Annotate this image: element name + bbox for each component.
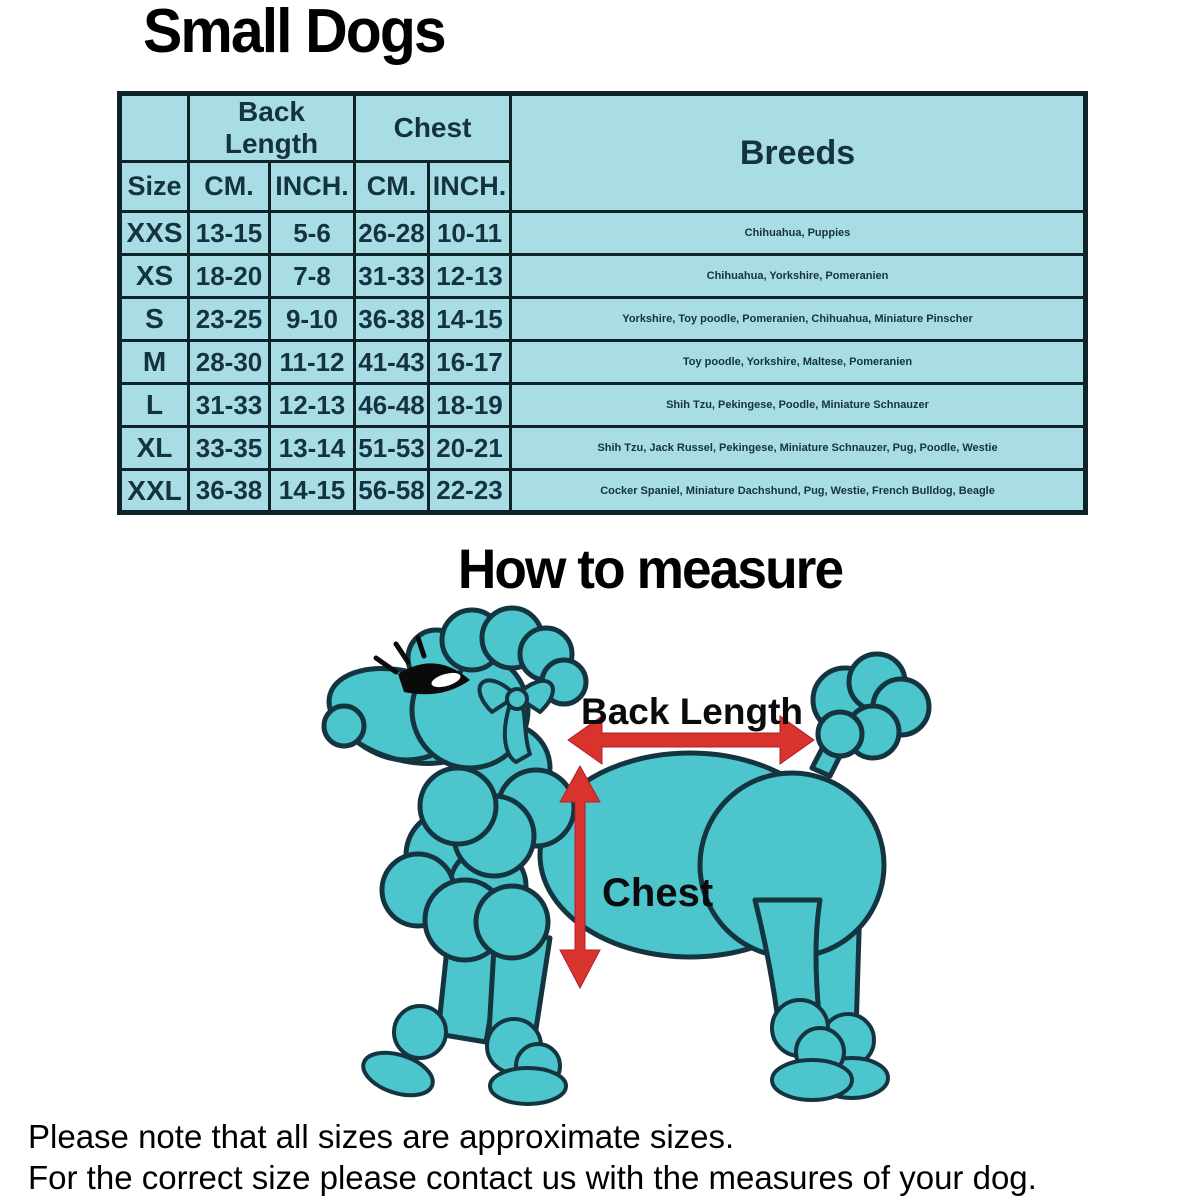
chest-cm-cell: 46-48 — [355, 384, 429, 427]
back-inch-cell: 9-10 — [270, 298, 355, 341]
size-cell: XXS — [120, 212, 189, 255]
table-row — [120, 341, 1086, 384]
chest-cm-cell: 56-58 — [355, 470, 429, 513]
size-cell: S — [120, 298, 189, 341]
note-line-1: Please note that all sizes are approximate sizes. — [28, 1118, 735, 1155]
back-length-group-header: Back Length — [189, 94, 355, 162]
page-title: Small Dogs — [143, 0, 445, 66]
back-cm-cell: 13-15 — [189, 212, 270, 255]
table-row — [120, 427, 1086, 470]
chest-inch-cell: 12-13 — [429, 255, 511, 298]
size-cell: L — [120, 384, 189, 427]
back-inch-cell: 13-14 — [270, 427, 355, 470]
back-length-label: Back Length — [580, 691, 804, 732]
chest-cm-cell: 26-28 — [355, 212, 429, 255]
chest-group-header: Chest — [355, 94, 511, 162]
chest-cm-column-header: CM. — [355, 162, 429, 212]
back-inch-cell: 5-6 — [270, 212, 355, 255]
back-cm-cell: 31-33 — [189, 384, 270, 427]
note-line-2: For the correct size please contact us with the measures of your dog. — [28, 1159, 1037, 1196]
poodle-nose — [324, 706, 364, 746]
back-inch-cell: 7-8 — [270, 255, 355, 298]
table-row — [120, 384, 1086, 427]
back-cm-column-header: CM. — [189, 162, 270, 212]
size-table — [117, 91, 1088, 515]
breeds-cell: Cocker Spaniel, Miniature Dachshund, Pug, Westie, French Bulldog, Beagle — [511, 470, 1086, 513]
table-row — [120, 298, 1086, 341]
back-cm-cell: 18-20 — [189, 255, 270, 298]
size-cell: XXL — [120, 470, 189, 513]
chest-inch-cell: 20-21 — [429, 427, 511, 470]
breeds-header: Breeds — [511, 94, 1086, 212]
chest-inch-column-header: INCH. — [429, 162, 511, 212]
chest-inch-cell: 10-11 — [429, 212, 511, 255]
size-cell: XL — [120, 427, 189, 470]
back-cm-cell: 36-38 — [189, 470, 270, 513]
chest-label: Chest — [602, 871, 714, 915]
measure-heading: How to measure — [457, 537, 843, 600]
back-inch-cell: 14-15 — [270, 470, 355, 513]
table-header-row-groups — [120, 94, 1086, 162]
chest-inch-cell: 14-15 — [429, 298, 511, 341]
poodle-tail-pom — [813, 654, 929, 758]
back-inch-column-header: INCH. — [270, 162, 355, 212]
back-inch-cell: 11-12 — [270, 341, 355, 384]
breeds-cell: Toy poodle, Yorkshire, Maltese, Pomeranien — [511, 341, 1086, 384]
chest-cm-cell: 51-53 — [355, 427, 429, 470]
breeds-cell: Yorkshire, Toy poodle, Pomeranien, Chihuahua, Miniature Pinscher — [511, 298, 1086, 341]
breeds-cell: Chihuahua, Puppies — [511, 212, 1086, 255]
table-row — [120, 470, 1086, 513]
chest-inch-cell: 18-19 — [429, 384, 511, 427]
chest-inch-cell: 16-17 — [429, 341, 511, 384]
breeds-cell: Shih Tzu, Jack Russel, Pekingese, Miniature Schnauzer, Pug, Poodle, Westie — [511, 427, 1086, 470]
back-cm-cell: 33-35 — [189, 427, 270, 470]
size-column-header: Size — [120, 162, 189, 212]
size-cell: XS — [120, 255, 189, 298]
chest-inch-cell: 22-23 — [429, 470, 511, 513]
size-cell: M — [120, 341, 189, 384]
chest-cm-cell: 41-43 — [355, 341, 429, 384]
poodle-illustration — [300, 600, 1100, 1120]
breeds-cell: Chihuahua, Yorkshire, Pomeranien — [511, 255, 1086, 298]
breeds-cell: Shih Tzu, Pekingese, Poodle, Miniature Schnauzer — [511, 384, 1086, 427]
corner-cell — [120, 94, 189, 162]
table-row — [120, 212, 1086, 255]
table-row — [120, 255, 1086, 298]
back-inch-cell: 12-13 — [270, 384, 355, 427]
back-cm-cell: 23-25 — [189, 298, 270, 341]
chest-cm-cell: 36-38 — [355, 298, 429, 341]
chest-cm-cell: 31-33 — [355, 255, 429, 298]
back-cm-cell: 28-30 — [189, 341, 270, 384]
footer-notes — [28, 1116, 1037, 1198]
